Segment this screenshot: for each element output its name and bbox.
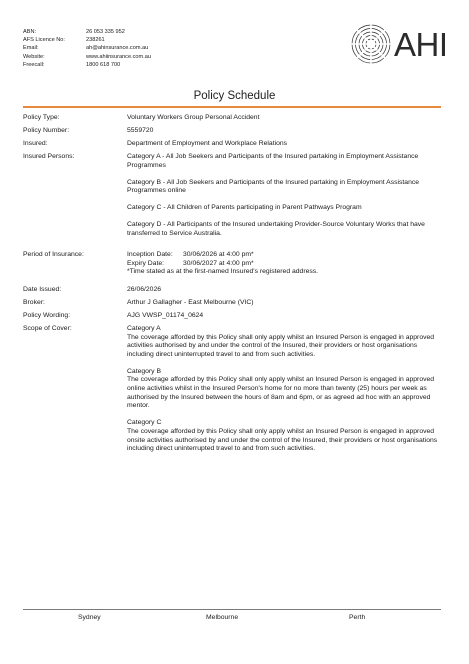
footer-city-perth: Perth xyxy=(349,614,366,621)
contact-value: 1800 618 700 xyxy=(86,61,121,68)
scope-category-b xyxy=(127,368,445,411)
contact-row-website xyxy=(23,53,151,61)
scope-heading: Category B xyxy=(127,367,162,375)
page-title: Policy Schedule xyxy=(193,90,276,102)
inception-key: Inception Date: xyxy=(127,251,173,258)
scope-text: The coverage afforded by this Policy shall only apply whilst an Insured Person is engaged in approved online activities whilst in the Insured Person's home for no more than twenty (25) hours per week as authorised by the Insured between the hours of 8am and 6pm, or as agreed ad hoc with an approved mentor. xyxy=(127,376,435,410)
field-label: Insured: xyxy=(23,140,48,147)
inception-line xyxy=(127,251,445,260)
contact-label: ABN: xyxy=(23,29,37,35)
contact-row-email xyxy=(23,44,151,52)
contact-row-afs xyxy=(23,36,151,44)
title-divider xyxy=(23,106,441,108)
scope-heading: Category C xyxy=(127,419,162,427)
logo-wordmark: AHI xyxy=(394,26,448,63)
contact-label: Email: xyxy=(23,45,39,52)
field-value: Department of Employment and Workplace Relations xyxy=(127,140,288,147)
inception-value: 30/06/2026 at 4:00 pm* xyxy=(183,251,254,258)
expiry-key: Expiry Date: xyxy=(127,259,165,267)
field-value: AJG VWSP_01174_0624 xyxy=(127,312,204,319)
contact-row-abn xyxy=(23,28,151,36)
scope-heading: Category A xyxy=(127,325,161,332)
insured-category: Category C - All Children of Parents participating in Parent Pathways Program xyxy=(127,204,362,212)
contact-row-freecall xyxy=(23,61,151,69)
field-value: 26/06/2026 xyxy=(127,286,162,293)
field-label: Policy Type: xyxy=(23,114,60,121)
expiry-line xyxy=(127,260,445,269)
contact-label: AFS Licence No: xyxy=(23,37,65,44)
field-label: Policy Number: xyxy=(23,127,70,134)
contact-block xyxy=(23,28,151,69)
field-value: 5559720 xyxy=(127,127,154,134)
insured-category: Category D - All Participants of the Insured undertaking Provider-Source Voluntary Works that have transferred to Service Australia. xyxy=(127,221,425,238)
field-value: Arthur J Gallagher - East Melbourne (VIC) xyxy=(127,299,254,306)
field-label: Scope of Cover: xyxy=(23,325,72,332)
contact-label: Freecall: xyxy=(23,61,45,68)
scope-text: The coverage afforded by this Policy shall only apply whilst an Insured Person is engaged in approved activities authorised by and under the control of the Insured, their providers or host organisations including direct uninterrupted travel to and from such activities. xyxy=(127,333,435,358)
contact-email-link[interactable]: ah@ahinsurance.com.au xyxy=(86,45,149,52)
contact-website-link[interactable]: www.ahiinsurance.com.au xyxy=(86,53,151,60)
field-label: Broker: xyxy=(23,299,45,306)
expiry-value: 30/06/2027 at 4:00 pm* xyxy=(183,259,254,267)
insured-category: Category A - All Job Seekers and Participants of the Insured partaking in Employment Assistance Programmes xyxy=(127,153,419,169)
period-values xyxy=(127,251,445,277)
scope-category-c xyxy=(127,419,445,453)
contact-value: 238261 xyxy=(86,37,105,44)
contact-label: Website: xyxy=(23,53,45,60)
field-label: Policy Wording: xyxy=(23,312,71,319)
footer-divider xyxy=(23,609,441,610)
scope-category-a xyxy=(127,325,445,359)
contact-value: 26 053 335 952 xyxy=(86,29,125,35)
scope-list xyxy=(127,325,445,454)
insured-category: Category B - All Job Seekers and Participants of the Insured partaking in Employment Assistance Programmes online xyxy=(127,178,420,195)
field-value: Voluntary Workers Group Personal Accident xyxy=(127,114,260,121)
footer-city-melbourne: Melbourne xyxy=(206,614,239,621)
field-label: Insured Persons: xyxy=(23,153,75,160)
field-label: Date Issued: xyxy=(23,286,62,293)
time-note: *Time stated as at the first-named Insured's registered address. xyxy=(127,268,319,276)
scope-text: The coverage afforded by this Policy shall only apply whilst an Insured Person is engaged in approved onsite activities authorised by and under the control of the Insured, their providers or host organisations including direct uninterrupted travel to and from such activities. xyxy=(127,427,438,453)
footer-city-sydney: Sydney xyxy=(78,614,101,621)
insured-persons-list xyxy=(127,153,445,239)
field-label: Period of Insurance: xyxy=(23,251,84,258)
